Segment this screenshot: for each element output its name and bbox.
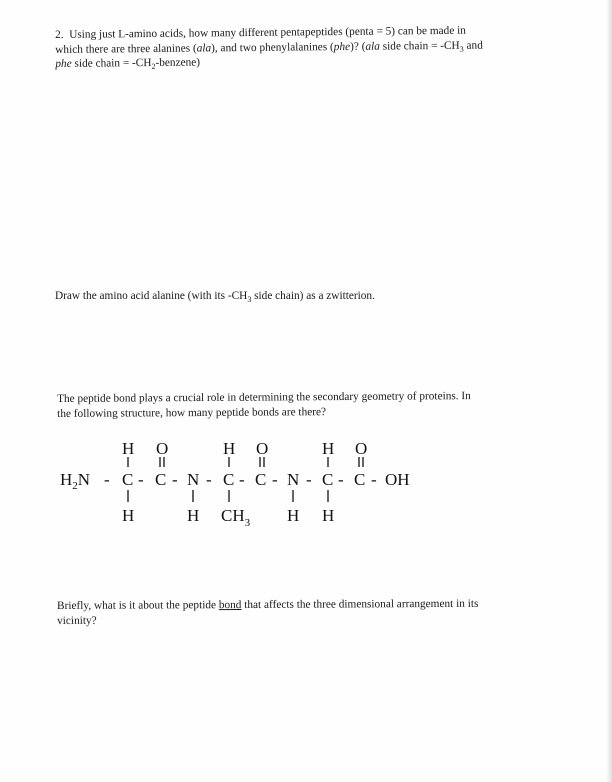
subscript-3: 3: [244, 517, 251, 529]
alpha-h-1: H: [122, 439, 135, 458]
carbonyl-carbon-3: C: [354, 470, 366, 489]
q2-text-b: side chain) as a zwitterion.: [251, 290, 375, 302]
subscript-2: 2: [151, 61, 156, 71]
phe-abbrev: phe: [333, 40, 351, 53]
q2-line: [55, 289, 555, 304]
amide-n-2: N: [287, 470, 300, 489]
alpha-carbon-3: C: [322, 470, 334, 489]
alpha-h-2: H: [223, 439, 236, 458]
amino-terminus: [60, 470, 90, 492]
question-peptide-bond-geometry: [57, 596, 567, 628]
q3-line-2: the following structure, how many peptide bonds are there?: [57, 405, 327, 420]
question-zwitterion: [55, 289, 555, 304]
q1-text-2b: ), and two phenylalanines (: [211, 40, 334, 54]
page-edge-shadow: [606, 0, 612, 782]
subscript-2: 2: [72, 480, 78, 492]
q1-text-2c: )? (: [350, 40, 366, 53]
subscript-3: 3: [247, 295, 252, 304]
question-peptide-bonds: [57, 389, 552, 421]
carbonyl-o-3: O: [355, 439, 368, 458]
carbonyl-carbon-2: C: [255, 470, 267, 489]
h-atom: H: [60, 470, 73, 489]
q4-text-b: that affects the three dimensional arrangement in its: [241, 597, 479, 612]
q2-text-a: Draw the amino acid alanine (with its -CH: [55, 290, 248, 302]
alpha-h-3: H: [322, 439, 335, 458]
bond-dash: -: [239, 470, 245, 489]
q1-text-3b: -benzene): [155, 56, 201, 69]
tripeptide-structure: [58, 437, 438, 542]
q1-text-1: Using just L-amino acids, how many different pentapeptides (penta = 5) can be made in: [69, 24, 466, 41]
bond-dash: -: [172, 470, 178, 489]
alpha-h-bottom-3: H: [322, 506, 335, 525]
subscript-3: 3: [459, 44, 464, 54]
q1-text-3a: side chain = -CH: [71, 56, 152, 70]
question-pentapeptides: [55, 23, 555, 72]
carbonyl-o-1: O: [156, 439, 169, 458]
bond-dash: -: [371, 470, 377, 489]
structure-diagram: [58, 437, 438, 542]
ch-atoms: CH: [221, 506, 245, 525]
bond-dash: -: [272, 470, 278, 489]
q1-text-2d: side chain = -CH: [379, 39, 460, 53]
q3-line-1: The peptide bond plays a crucial role in determining the secondary geometry of proteins. In: [57, 390, 471, 405]
alpha-carbon-2: C: [223, 470, 235, 489]
q4-text-a: Briefly, what is it about the peptide: [57, 599, 219, 612]
amide-n-1: N: [187, 470, 200, 489]
q1-text-2a: which there are three alanines (: [55, 42, 197, 56]
phe-abbrev-2: phe: [55, 57, 72, 70]
n-atom: N: [77, 470, 91, 489]
ala-abbrev: ala: [196, 41, 212, 55]
alpha-h-bottom-1: H: [122, 506, 135, 525]
underlined-bond: bond: [218, 599, 242, 612]
bond-dash: -: [338, 470, 344, 489]
bond-dash: -: [206, 470, 212, 489]
bond-dash: -: [138, 470, 144, 489]
alpha-carbon-1: C: [122, 470, 134, 489]
q4-line-2: vicinity?: [57, 614, 97, 627]
q1-text-2e: and: [463, 39, 483, 52]
carbonyl-o-2: O: [256, 439, 269, 458]
carboxyl-oh: OH: [385, 470, 410, 489]
carbonyl-carbon-1: C: [155, 470, 167, 489]
ala-abbrev-2: ala: [365, 40, 380, 53]
amide-h-2: H: [287, 506, 300, 525]
methyl-group: [221, 506, 251, 529]
amide-h-1: H: [187, 506, 200, 525]
bond-dash: -: [104, 470, 110, 489]
bond-dash: -: [306, 470, 312, 489]
question-number: 2.: [55, 28, 64, 41]
